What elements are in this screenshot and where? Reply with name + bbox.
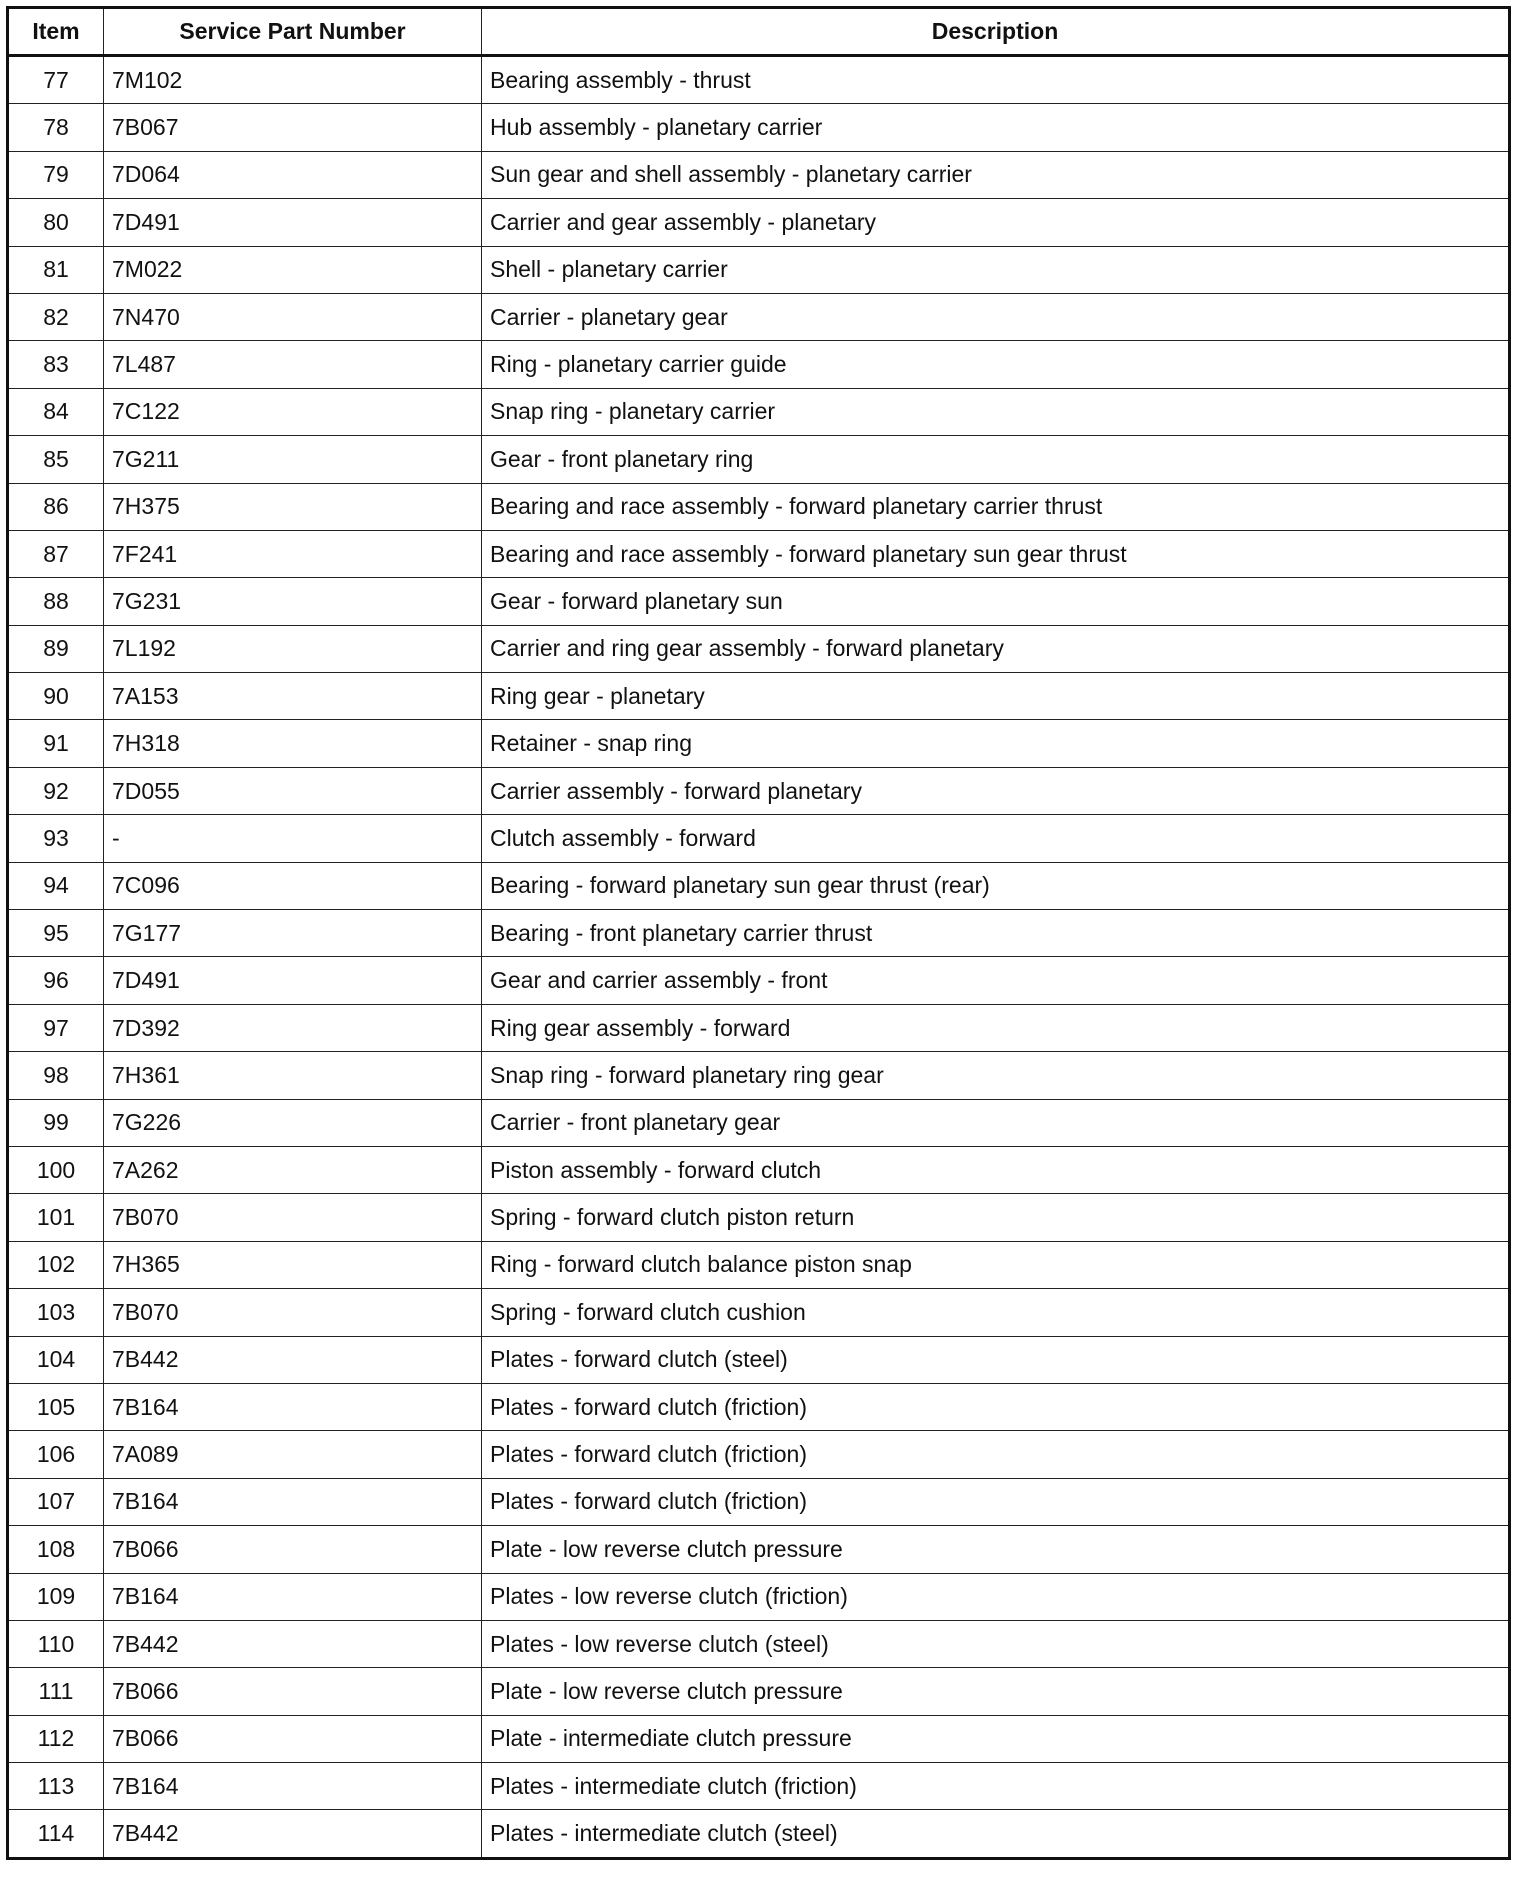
table-row xyxy=(8,767,1510,814)
description-cell: Bearing and race assembly - forward planetary carrier thrust xyxy=(482,483,1510,530)
parts-table xyxy=(6,6,1511,1860)
item-cell: 112 xyxy=(8,1715,104,1762)
description-cell: Carrier - front planetary gear xyxy=(482,1099,1510,1146)
table-row xyxy=(8,483,1510,530)
description-cell: Gear and carrier assembly - front xyxy=(482,957,1510,1004)
description-cell: Ring - forward clutch balance piston snap xyxy=(482,1241,1510,1288)
description-cell: Snap ring - forward planetary ring gear xyxy=(482,1052,1510,1099)
part-number-cell: 7M102 xyxy=(104,56,482,104)
description-cell: Plate - intermediate clutch pressure xyxy=(482,1715,1510,1762)
item-cell: 95 xyxy=(8,910,104,957)
part-number-cell: 7D491 xyxy=(104,957,482,1004)
description-cell: Spring - forward clutch piston return xyxy=(482,1194,1510,1241)
part-number-cell: 7H365 xyxy=(104,1241,482,1288)
table-row xyxy=(8,1146,1510,1193)
table-row xyxy=(8,1099,1510,1146)
item-cell: 104 xyxy=(8,1336,104,1383)
table-row xyxy=(8,1715,1510,1762)
part-number-cell: 7B066 xyxy=(104,1715,482,1762)
table-row xyxy=(8,862,1510,909)
table-row xyxy=(8,1478,1510,1525)
description-cell: Gear - front planetary ring xyxy=(482,436,1510,483)
item-cell: 93 xyxy=(8,815,104,862)
table-row xyxy=(8,910,1510,957)
table-row xyxy=(8,104,1510,151)
item-cell: 97 xyxy=(8,1004,104,1051)
part-number-cell: 7B070 xyxy=(104,1194,482,1241)
table-row xyxy=(8,720,1510,767)
table-row xyxy=(8,1573,1510,1620)
item-cell: 85 xyxy=(8,436,104,483)
description-cell: Carrier and gear assembly - planetary xyxy=(482,199,1510,246)
parts-table-container xyxy=(6,6,1508,1860)
part-number-cell: 7G231 xyxy=(104,578,482,625)
item-cell: 90 xyxy=(8,673,104,720)
table-row xyxy=(8,1004,1510,1051)
part-number-cell: 7M022 xyxy=(104,246,482,293)
table-row xyxy=(8,815,1510,862)
item-cell: 83 xyxy=(8,341,104,388)
table-row xyxy=(8,1383,1510,1430)
item-cell: 106 xyxy=(8,1431,104,1478)
item-cell: 78 xyxy=(8,104,104,151)
table-row xyxy=(8,246,1510,293)
part-number-cell: 7D055 xyxy=(104,767,482,814)
description-cell: Sun gear and shell assembly - planetary carrier xyxy=(482,151,1510,198)
description-cell: Snap ring - planetary carrier xyxy=(482,388,1510,435)
item-cell: 91 xyxy=(8,720,104,767)
description-cell: Clutch assembly - forward xyxy=(482,815,1510,862)
table-row xyxy=(8,1763,1510,1810)
part-number-cell: 7A262 xyxy=(104,1146,482,1193)
header-row xyxy=(8,8,1510,56)
part-number-cell: 7B067 xyxy=(104,104,482,151)
description-cell: Plates - low reverse clutch (steel) xyxy=(482,1620,1510,1667)
part-number-cell: 7G211 xyxy=(104,436,482,483)
table-row xyxy=(8,1620,1510,1667)
table-row xyxy=(8,341,1510,388)
part-number-cell: 7F241 xyxy=(104,530,482,577)
part-number-cell: 7C122 xyxy=(104,388,482,435)
description-cell: Gear - forward planetary sun xyxy=(482,578,1510,625)
description-cell: Ring - planetary carrier guide xyxy=(482,341,1510,388)
item-cell: 86 xyxy=(8,483,104,530)
part-number-cell: 7B442 xyxy=(104,1620,482,1667)
table-row xyxy=(8,1336,1510,1383)
description-cell: Shell - planetary carrier xyxy=(482,246,1510,293)
item-cell: 107 xyxy=(8,1478,104,1525)
item-cell: 110 xyxy=(8,1620,104,1667)
description-cell: Plate - low reverse clutch pressure xyxy=(482,1526,1510,1573)
table-row xyxy=(8,1052,1510,1099)
description-cell: Carrier assembly - forward planetary xyxy=(482,767,1510,814)
description-cell: Plates - forward clutch (friction) xyxy=(482,1478,1510,1525)
item-cell: 100 xyxy=(8,1146,104,1193)
description-cell: Plates - low reverse clutch (friction) xyxy=(482,1573,1510,1620)
description-cell: Bearing - front planetary carrier thrust xyxy=(482,910,1510,957)
table-row xyxy=(8,1668,1510,1715)
part-number-cell: 7B070 xyxy=(104,1289,482,1336)
item-cell: 77 xyxy=(8,56,104,104)
table-row xyxy=(8,151,1510,198)
table-row xyxy=(8,1431,1510,1478)
part-number-cell: - xyxy=(104,815,482,862)
item-cell: 105 xyxy=(8,1383,104,1430)
header-service-part-number: Service Part Number xyxy=(104,8,482,56)
item-cell: 99 xyxy=(8,1099,104,1146)
item-cell: 96 xyxy=(8,957,104,1004)
item-cell: 79 xyxy=(8,151,104,198)
table-row xyxy=(8,56,1510,104)
item-cell: 101 xyxy=(8,1194,104,1241)
description-cell: Hub assembly - planetary carrier xyxy=(482,104,1510,151)
description-cell: Spring - forward clutch cushion xyxy=(482,1289,1510,1336)
part-number-cell: 7D491 xyxy=(104,199,482,246)
description-cell: Plate - low reverse clutch pressure xyxy=(482,1668,1510,1715)
part-number-cell: 7B442 xyxy=(104,1336,482,1383)
item-cell: 98 xyxy=(8,1052,104,1099)
description-cell: Plates - forward clutch (steel) xyxy=(482,1336,1510,1383)
item-cell: 102 xyxy=(8,1241,104,1288)
item-cell: 103 xyxy=(8,1289,104,1336)
part-number-cell: 7D392 xyxy=(104,1004,482,1051)
table-row xyxy=(8,199,1510,246)
description-cell: Plates - forward clutch (friction) xyxy=(482,1383,1510,1430)
item-cell: 94 xyxy=(8,862,104,909)
header-description: Description xyxy=(482,8,1510,56)
part-number-cell: 7B164 xyxy=(104,1383,482,1430)
part-number-cell: 7L192 xyxy=(104,625,482,672)
description-cell: Retainer - snap ring xyxy=(482,720,1510,767)
part-number-cell: 7C096 xyxy=(104,862,482,909)
part-number-cell: 7N470 xyxy=(104,293,482,340)
item-cell: 108 xyxy=(8,1526,104,1573)
part-number-cell: 7B164 xyxy=(104,1478,482,1525)
table-row xyxy=(8,388,1510,435)
header-item: Item xyxy=(8,8,104,56)
description-cell: Carrier and ring gear assembly - forward planetary xyxy=(482,625,1510,672)
description-cell: Plates - forward clutch (friction) xyxy=(482,1431,1510,1478)
part-number-cell: 7G177 xyxy=(104,910,482,957)
description-cell: Plates - intermediate clutch (steel) xyxy=(482,1810,1510,1858)
part-number-cell: 7H375 xyxy=(104,483,482,530)
table-row xyxy=(8,1289,1510,1336)
item-cell: 109 xyxy=(8,1573,104,1620)
table-row xyxy=(8,578,1510,625)
table-row xyxy=(8,957,1510,1004)
description-cell: Bearing and race assembly - forward planetary sun gear thrust xyxy=(482,530,1510,577)
part-number-cell: 7A153 xyxy=(104,673,482,720)
part-number-cell: 7B164 xyxy=(104,1763,482,1810)
part-number-cell: 7B066 xyxy=(104,1668,482,1715)
table-row xyxy=(8,625,1510,672)
item-cell: 88 xyxy=(8,578,104,625)
part-number-cell: 7L487 xyxy=(104,341,482,388)
item-cell: 84 xyxy=(8,388,104,435)
item-cell: 111 xyxy=(8,1668,104,1715)
part-number-cell: 7B066 xyxy=(104,1526,482,1573)
description-cell: Plates - intermediate clutch (friction) xyxy=(482,1763,1510,1810)
table-header xyxy=(8,8,1510,56)
description-cell: Bearing assembly - thrust xyxy=(482,56,1510,104)
description-cell: Carrier - planetary gear xyxy=(482,293,1510,340)
item-cell: 80 xyxy=(8,199,104,246)
table-row xyxy=(8,436,1510,483)
item-cell: 114 xyxy=(8,1810,104,1858)
description-cell: Piston assembly - forward clutch xyxy=(482,1146,1510,1193)
item-cell: 113 xyxy=(8,1763,104,1810)
part-number-cell: 7B164 xyxy=(104,1573,482,1620)
table-row xyxy=(8,1526,1510,1573)
table-row xyxy=(8,530,1510,577)
item-cell: 89 xyxy=(8,625,104,672)
table-row xyxy=(8,293,1510,340)
item-cell: 92 xyxy=(8,767,104,814)
part-number-cell: 7G226 xyxy=(104,1099,482,1146)
part-number-cell: 7H361 xyxy=(104,1052,482,1099)
part-number-cell: 7H318 xyxy=(104,720,482,767)
item-cell: 81 xyxy=(8,246,104,293)
description-cell: Ring gear assembly - forward xyxy=(482,1004,1510,1051)
table-row xyxy=(8,673,1510,720)
table-row xyxy=(8,1194,1510,1241)
part-number-cell: 7D064 xyxy=(104,151,482,198)
table-body xyxy=(8,56,1510,1859)
description-cell: Ring gear - planetary xyxy=(482,673,1510,720)
table-row xyxy=(8,1241,1510,1288)
table-row xyxy=(8,1810,1510,1858)
part-number-cell: 7A089 xyxy=(104,1431,482,1478)
description-cell: Bearing - forward planetary sun gear thrust (rear) xyxy=(482,862,1510,909)
part-number-cell: 7B442 xyxy=(104,1810,482,1858)
item-cell: 87 xyxy=(8,530,104,577)
item-cell: 82 xyxy=(8,293,104,340)
